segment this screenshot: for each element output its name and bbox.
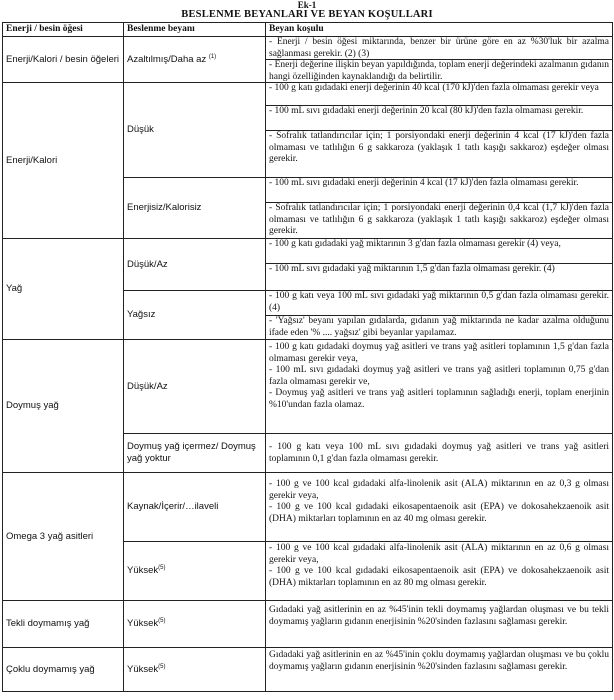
condition-text: - Enerji değerine ilişkin beyan yapıldığında, toplam enerji değerindeki azalmanın gıdanın hangi özelliğinden kaynaklandığı da belirtilir. [269, 60, 609, 82]
nutrient-cell: Yağ [3, 239, 124, 340]
footnote-ref: (5) [158, 565, 166, 572]
claim-cell [124, 542, 266, 601]
claim-cell [124, 340, 266, 434]
claim-cell [124, 37, 266, 83]
table-row [3, 340, 613, 434]
condition-text: - 100 mL sıvı gıdadaki enerji değerinin 20 kcal (80 kJ)'den fazla olmaması gerekir. [266, 106, 612, 131]
footnote-ref: (5) [158, 663, 166, 670]
table-row [3, 648, 613, 692]
table-row [3, 239, 613, 291]
table-row [3, 37, 613, 83]
table-row [3, 83, 613, 178]
condition-text: Gıdadaki yağ asitlerinin en az %45'inin çoklu doymamış yağlardan oluşması ve bu çoklu doymamış yağların gıdanın enerjisinin %20'sinden fazlasını sağlaması gerekir. [269, 650, 609, 672]
condition-cell [266, 178, 613, 239]
table-row [3, 601, 613, 648]
claim-cell [124, 291, 266, 340]
footnote-ref: (5) [158, 618, 166, 625]
condition-text: - Sofralık tatlandırıcılar için; 1 porsiyondaki enerji değerinin 4 kcal (17 kJ)'den fazla olmaması ve tatlılığın 6 g sakkaroza (yaklaşık 1 tatlı kaşığı sakkaroz) eşdeğer olması gerekir. [269, 131, 609, 165]
condition-cell [266, 601, 613, 648]
claim-cell [124, 648, 266, 692]
condition-text: - 100 g katı gıdadaki enerji değerinin 40 kcal (170 kJ)'den fazla olmaması gerekir veya [266, 83, 612, 106]
claim-text: Yüksek [127, 565, 159, 577]
claims-table [2, 22, 613, 692]
condition-cell [266, 473, 613, 542]
column-header-claim: Beslenme beyanı [124, 23, 266, 37]
condition-cell [266, 542, 613, 601]
claim-text: Yüksek [127, 618, 159, 630]
claim-text: Kaynak/İçerir/…ilaveli [127, 501, 219, 513]
nutrient-cell: Tekli doymamış yağ [3, 601, 124, 648]
footnote-ref: (1) [208, 53, 217, 60]
claim-cell [124, 83, 266, 178]
claim-text: Yüksek [127, 663, 159, 675]
nutrient-cell: Enerji/Kalori [3, 83, 124, 239]
condition-text: - Sofralık tatlandırıcılar için; 1 porsiyondaki enerji değerinin 0,4 kcal (1,7 kJ)'den fazla olmaması ve tatlılığın 6 g sakkaroza (yaklaşık 1 tatlı kaşığı sakkaroz) eşdeğer olması gerekir. [269, 203, 609, 237]
condition-cell [266, 239, 613, 291]
condition-cell [266, 434, 613, 473]
claim-cell [124, 434, 266, 473]
column-header-condition: Beyan koşulu [266, 23, 613, 37]
nutrient-cell: Çoklu doymamış yağ [3, 648, 124, 692]
condition-text: - 100 g katı gıdadaki yağ miktarının 3 g'dan fazla olmaması gerekir (4) veya, [266, 239, 612, 264]
table-header-row [3, 23, 613, 37]
annex-label: Ek-1 [297, 0, 317, 10]
claim-text: Azaltılmış/Daha az [127, 53, 207, 65]
condition-text: - 100 g katı veya 100 mL sıvı gıdadaki doymuş yağ asitleri ve trans yağ asitleri toplamının 0,1 g'dan fazla olmaması gerekir. [269, 442, 609, 464]
condition-text: - 'Yağsız' beyanı yapılan gıdalarda, gıdanın yağ miktarında ne kadar azalma olduğunu ifade eden '% .... yağsız' gibi beyanlar yapılamaz. [269, 316, 609, 338]
condition-text: - Enerji / besin öğesi miktarında, benzer bir ürüne göre en az %30'luk bir azalma sağlanması gerekir. (2) (3) [266, 37, 612, 60]
claim-text: Enerjisiz/Kalorisiz [127, 202, 202, 214]
condition-text: - 100 mL sıvı gıdadaki enerji değerinin 4 kcal (17 kJ)'den fazla olmaması gerekir. [266, 178, 612, 203]
claim-cell [124, 601, 266, 648]
condition-cell [266, 291, 613, 340]
condition-text: - 100 g katı gıdadaki doymuş yağ asitleri ve trans yağ asitleri toplamının 1,5 g'dan fazla olmaması gerekir veya, - 100 mL sıvı gıdadaki doymuş yağ asitleri ve trans yağ asitleri toplamının 0,75 g'dan fazla olmaması gerekir ve, - Doymuş yağ asitleri ve trans yağ asitleri toplamının sağladığı enerji, toplam enerjinin %10'undan fazla olamaz. [269, 342, 609, 410]
nutrient-cell: Enerji/Kalori / besin öğeleri [3, 37, 124, 83]
table-row [3, 473, 613, 542]
claim-text: Doymuş yağ içermez/ Doymuş yağ yoktur [127, 441, 256, 464]
claim-text: Düşük/Az [127, 380, 168, 392]
page-title: BESLENME BEYANLARI VE BEYAN KOŞULLARI [181, 9, 433, 20]
condition-text: - 100 mL sıvı gıdadaki yağ miktarının 1,5 g'dan fazla olmaması gerekir. (4) [269, 264, 555, 274]
condition-text: Gıdadaki yağ asitlerinin en az %45'inin tekli doymamış yağlardan oluşması ve bu tekli doymamış yağların gıdanın enerjisinin %20'sinden fazlasını sağlaması gerekir. [269, 605, 609, 627]
claim-cell [124, 239, 266, 291]
column-header-nutrient: Enerji / besin öğesi [3, 23, 124, 37]
claim-text: Yağsız [127, 309, 156, 321]
condition-cell [266, 83, 613, 178]
claim-text: Düşük [127, 124, 154, 136]
condition-cell [266, 340, 613, 434]
condition-text: - 100 g ve 100 kcal gıdadaki alfa-linolenik asit (ALA) miktarının en az 0,3 g olması gerekir veya, - 100 g ve 100 kcal gıdadaki eikosapentaenoik asit (EPA) ve dokosahekzaenoik asit (DHA) miktarları toplamının en az 40 mg olması gerekir. [269, 479, 609, 524]
condition-text: - 100 g katı veya 100 mL sıvı gıdadaki yağ miktarının 0,5 g'dan fazla olmaması gerekir. (4) [266, 291, 612, 316]
condition-cell [266, 648, 613, 692]
claim-cell [124, 473, 266, 542]
claim-text: Düşük/Az [127, 258, 168, 270]
condition-cell [266, 37, 613, 83]
nutrient-cell: Omega 3 yağ asitleri [3, 473, 124, 601]
condition-text: - 100 g ve 100 kcal gıdadaki alfa-linolenik asit (ALA) miktarının en az 0,6 g olması gerekir veya, - 100 g ve 100 kcal gıdadaki eikosapentaenoik asit (EPA) ve dokosahekzaenoik asit (DHA) miktarları toplamının en az 80 mg olması gerekir. [269, 543, 609, 588]
claim-cell [124, 178, 266, 239]
nutrient-cell: Doymuş yağ [3, 340, 124, 473]
